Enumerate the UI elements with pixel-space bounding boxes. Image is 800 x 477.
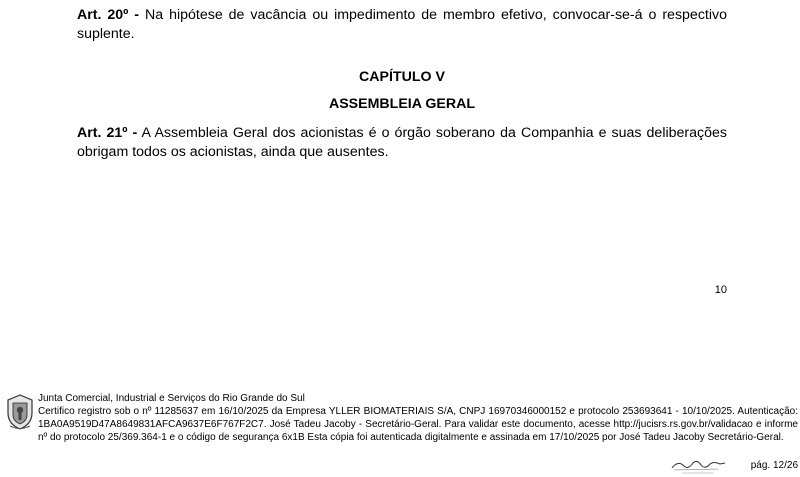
article-21 — [77, 124, 727, 162]
article-20-label: Art. 20º - — [77, 7, 140, 23]
article-21-text: A Assembleia Geral dos acionistas é o órgão soberano da Companhia e suas deliberações obrigam todos os acionistas, ainda que ausentes. — [77, 125, 727, 160]
state-crest-icon — [5, 393, 35, 431]
page-number: 10 — [714, 284, 727, 296]
authentication-footer — [38, 392, 798, 444]
footer-agency: Junta Comercial, Industrial e Serviços do Rio Grande do Sul — [38, 393, 305, 404]
footer-certificate: Certifico registro sob o nº 11285637 em 16/10/2025 da Empresa YLLER BIOMATERIAIS S/A, CNPJ 16970346000152 e protocolo 253693641 - 10/10/2025. Autenticação: 1BA0A9519D47A8649831AFCA9637E6F767F2C7. José Tadeu Jacoby - Secretário-Geral. Para validar este documento, acesse http://jucisrs.rs.gov.br/validacao e informe nº do protocolo 25/369.364-1 e o código de segurança 6x1B Esta cópia foi autenticada digitalmente e assinada em 17/10/2025 por José Tadeu Jacoby Secretário-Geral. — [38, 406, 798, 443]
article-21-label: Art. 21º - — [77, 125, 138, 141]
article-20 — [77, 6, 727, 44]
signature-icon — [668, 455, 728, 475]
chapter-title: CAPÍTULO V — [359, 69, 445, 85]
chapter-subtitle: ASSEMBLEIA GERAL — [328, 96, 476, 112]
page-reference: pág. 12/26 — [750, 460, 798, 471]
article-20-text: Na hipótese de vacância ou impedimento de membro efetivo, convocar-se-á o respectivo suplente. — [77, 7, 727, 42]
